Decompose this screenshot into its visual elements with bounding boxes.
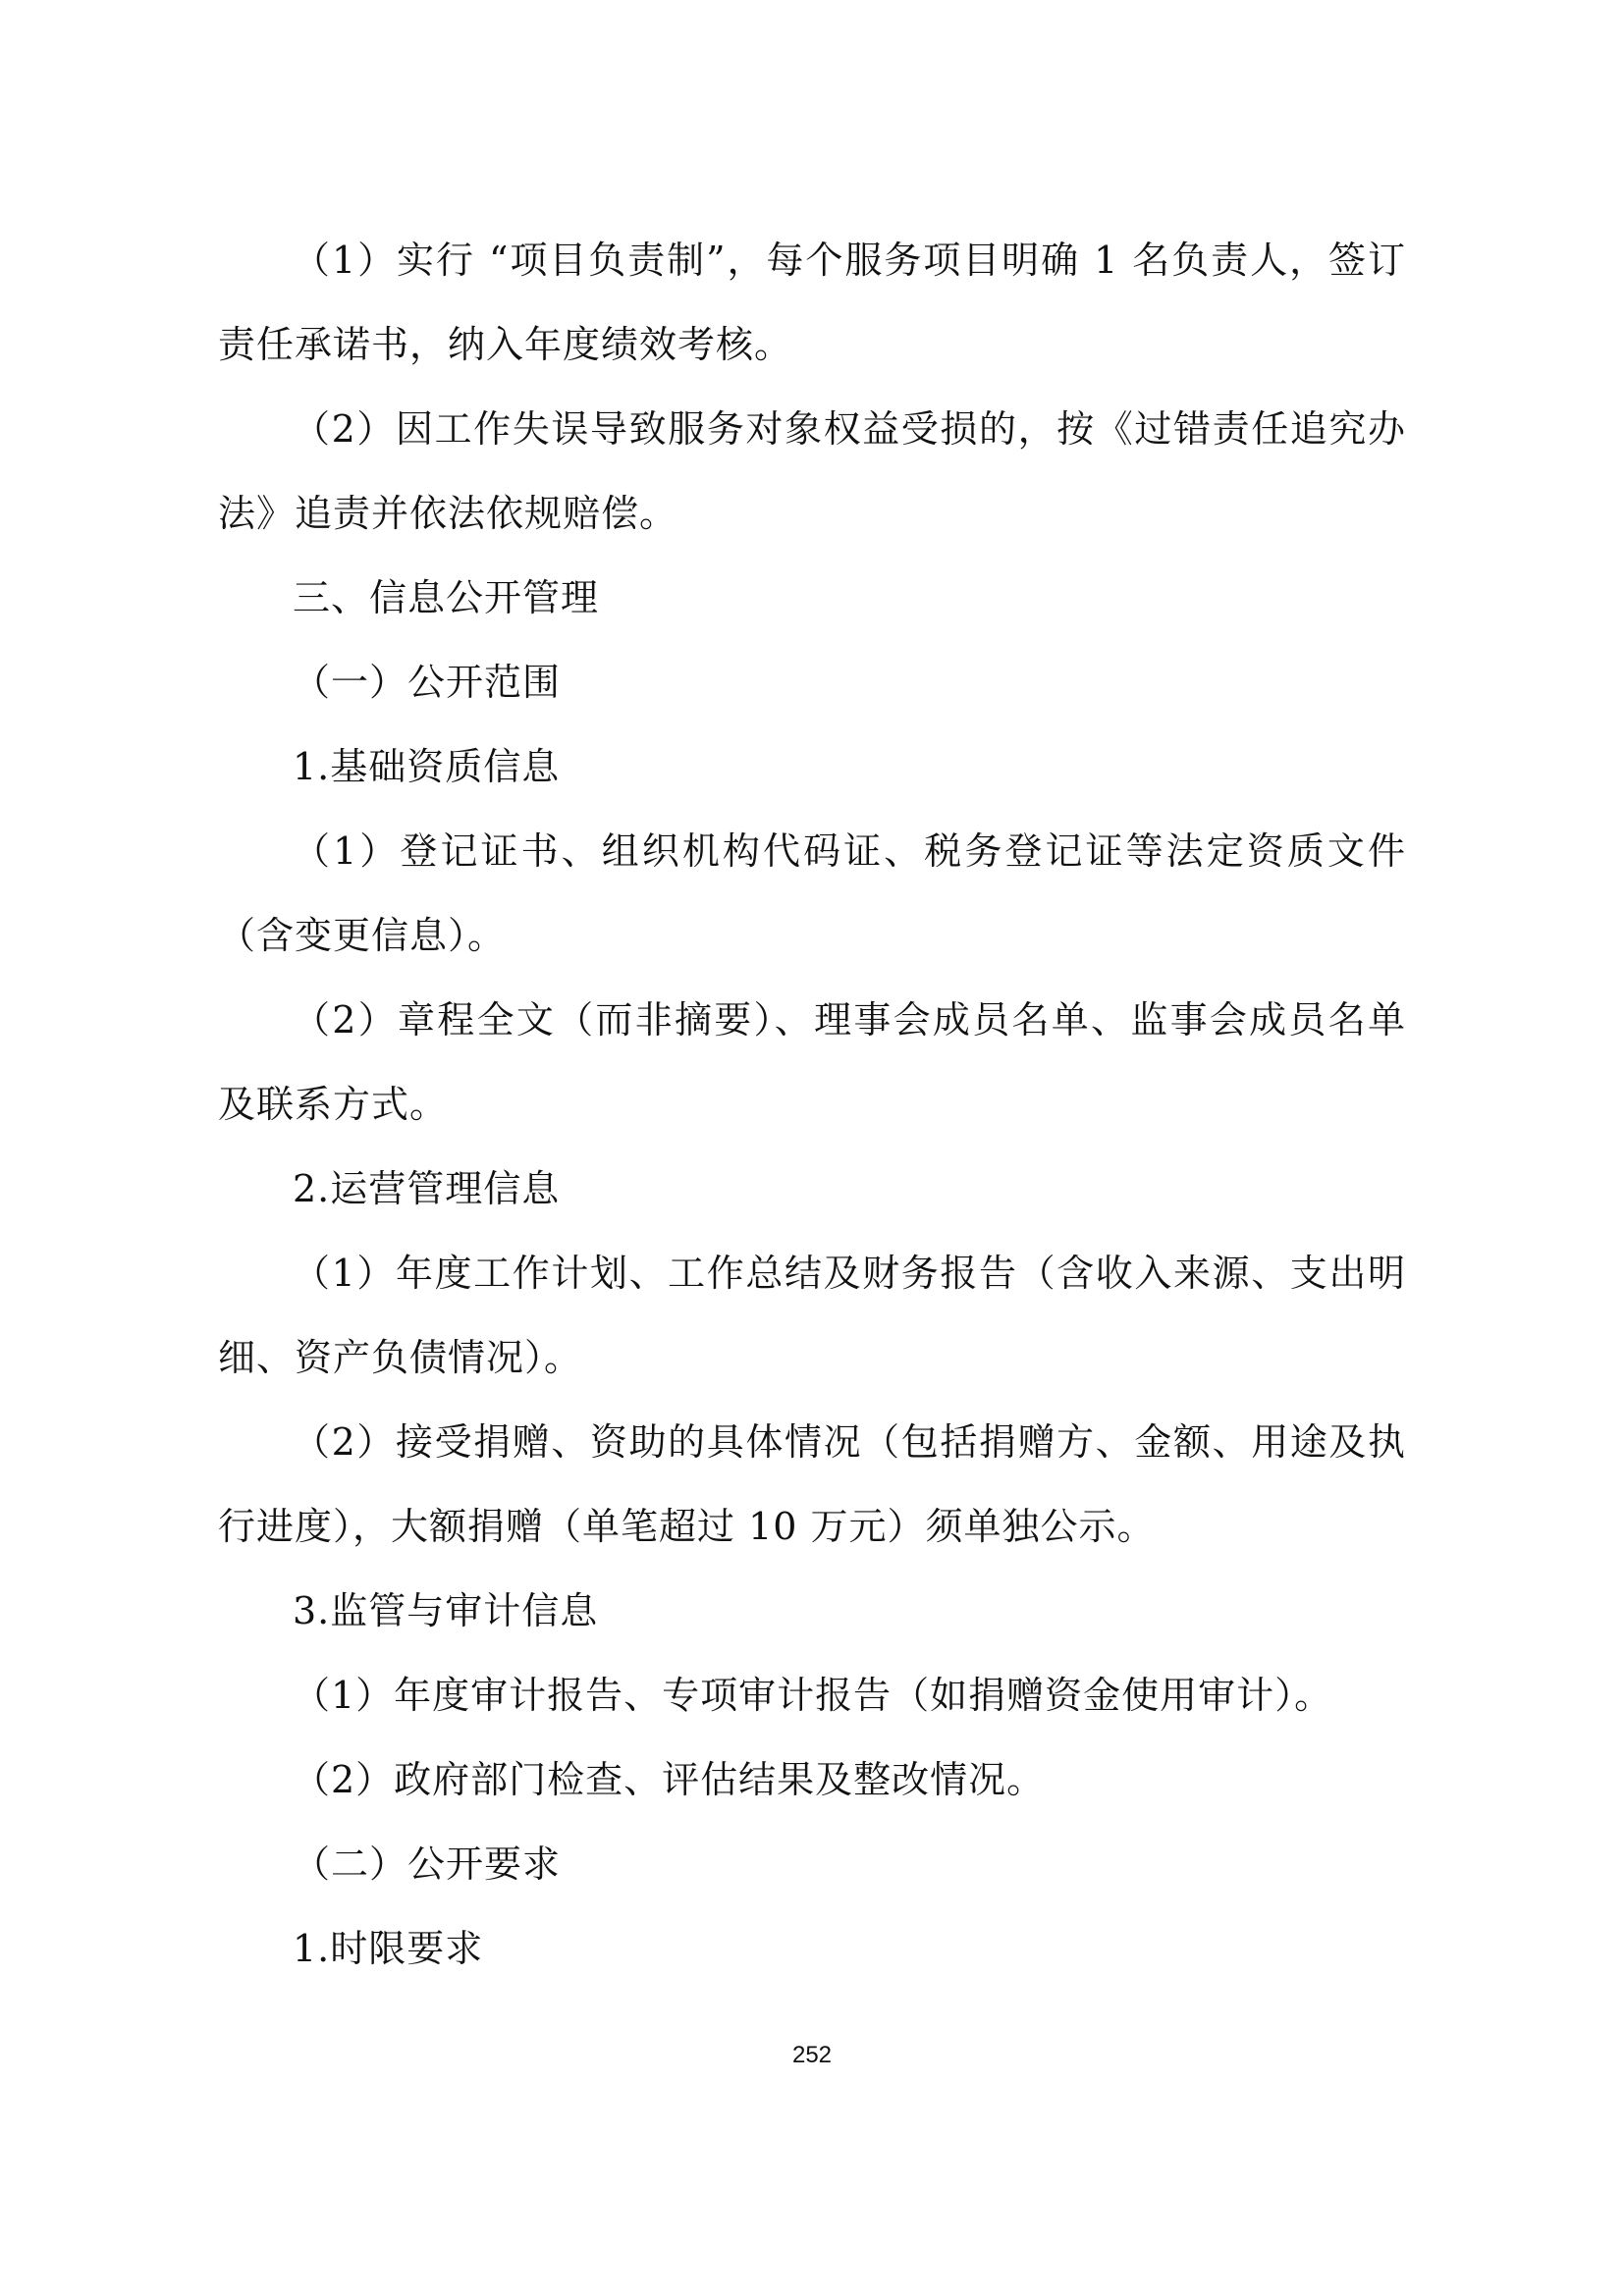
section-heading: 三、信息公开管理 — [293, 576, 600, 619]
paragraph: （2）接受捐赠、资助的具体情况（包括捐赠方、金额、用途及执行进度），大额捐赠（单笔超过 10 万元）须单独公示。 — [218, 1420, 1406, 1548]
subsection-heading: （二）公开要求 — [293, 1842, 562, 1886]
item-heading: 2.运营管理信息 — [293, 1167, 561, 1210]
page-number: 252 — [791, 2042, 833, 2068]
item-heading: 1.基础资质信息 — [293, 745, 561, 788]
paragraph: （2）政府部门检查、评估结果及整改情况。 — [293, 1758, 1046, 1801]
paragraph: （1）实行 “项目负责制”，每个服务项目明确 1 名负责人，签订责任承诺书，纳入年度绩效考核。 — [218, 239, 1406, 366]
item-heading: 1.时限要求 — [293, 1927, 484, 1970]
body-text — [218, 218, 1406, 1991]
paragraph: （1）年度审计报告、专项审计报告（如捐赠资金使用审计）。 — [293, 1674, 1333, 1717]
subsection-heading: （一）公开范围 — [293, 661, 562, 704]
paragraph: （1）年度工作计划、工作总结及财务报告（含收入来源、支出明细、资产负债情况）。 — [218, 1252, 1406, 1379]
paragraph: （2）章程全文（而非摘要）、理事会成员名单、监事会成员名单及联系方式。 — [218, 998, 1406, 1126]
paragraph: （1）登记证书、组织机构代码证、税务登记证等法定资质文件（含变更信息）。 — [218, 829, 1406, 957]
paragraph: （2）因工作失误导致服务对象权益受损的，按《过错责任追究办法》追责并依法依规赔偿。 — [218, 407, 1406, 535]
item-heading: 3.监管与审计信息 — [293, 1589, 599, 1632]
